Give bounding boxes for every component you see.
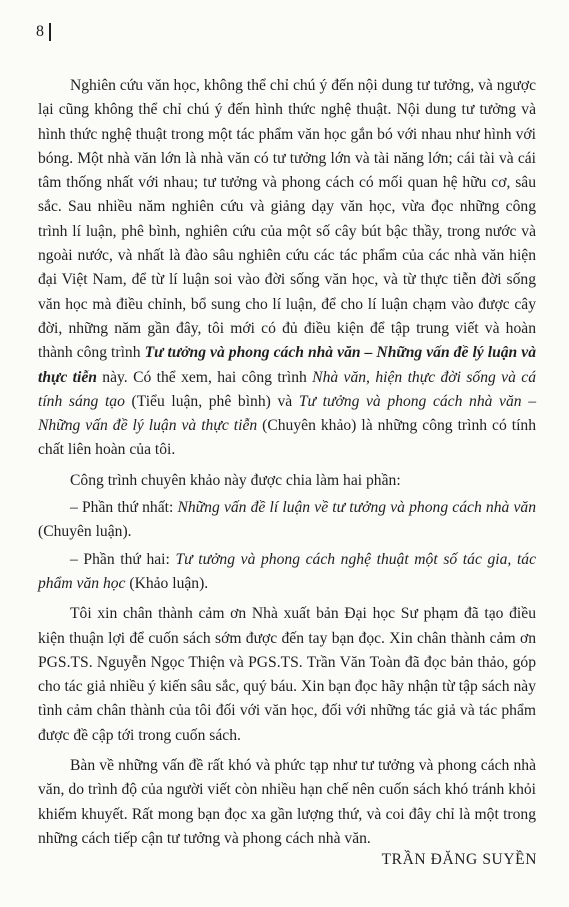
text-run: (Tiểu luận, phê bình) và — [124, 392, 299, 410]
paragraph — [38, 469, 536, 493]
text-run: Tôi xin chân thành cảm ơn Nhà xuất bản Đại học Sư phạm đã tạo điều kiện thuận lợi để cuốn sách sớm được đến tay bạn đọc. Xin chân thành cảm ơn PGS.TS. Nguyễn Ngọc Thiện và PGS.TS. Trần Văn Toàn đã đọc bản thảo, góp cho tác giả nhiều ý kiến sâu sắc, quý báu. Xin bạn đọc hãy nhận từ tập sách này tình cảm chân thành của tôi đối với văn học, đối với những tác giả và tác phẩm được đề cập tới trong cuốn sách. — [38, 605, 536, 744]
text-run: – Phần thứ nhất: — [70, 499, 178, 517]
text-run: Nghiên cứu văn học, không thể chỉ chú ý đến nội dung tư tưởng, và ngược lại cũng không thể chỉ chú ý đến hình thức nghệ thuật. Nội dung tư tưởng và hình thức nghệ thuật trong một tác phẩm văn học gắn bó với nhau như hình với bóng. Một nhà văn lớn là nhà văn có tư tưởng lớn và tài năng lớn; cái tài và cái tâm thống nhất với nhau; tư tưởng và phong cách có mối quan hệ hữu cơ, sâu sắc. Sau nhiều năm nghiên cứu và giảng dạy văn học, vừa đọc những công trình lí luận, phê bình, nghiên cứu của một số cây bút bậc thầy, trong nước và ngoài nước, và nhất là đào sâu nghiên cứu các tác phẩm của các nhà văn hiện đại Việt Nam, để từ lí luận soi vào đời sống văn học, và từ thực tiễn đời sống văn học mà điều chỉnh, bổ sung cho lí luận, để cho lí luận chạm vào được cây đời, những năm gần đây, tôi mới có đủ điều kiện để tập trung viết và hoàn thành công trình — [38, 77, 536, 362]
paragraph — [38, 74, 536, 463]
text-run: (Chuyên khảo) là những công trình có tính chất liên hoàn của tôi. — [38, 417, 537, 459]
author-signature: TRẦN ĐĂNG SUYỀN — [381, 851, 537, 868]
paragraph — [38, 754, 536, 851]
book-title: Nhà văn, hiện thực đời sống và cá tính sáng tạo — [38, 368, 536, 410]
part-title: Những vấn đề lí luận về tư tưởng và phong cách nhà văn — [177, 499, 536, 517]
text-run: (Chuyên luận). — [38, 523, 132, 541]
paragraph — [38, 496, 536, 545]
text-run: (Khảo luận). — [125, 574, 209, 592]
text-run: này. Có thể xem, hai công trình — [96, 368, 313, 386]
page-number — [36, 22, 51, 42]
text-run: Công trình chuyên khảo này được chia làm hai phần: — [70, 471, 401, 489]
body-text — [38, 74, 536, 857]
text-run: – Phần thứ hai: — [70, 550, 176, 568]
part-title: Tư tưởng và phong cách nghệ thuật một số tác gia, tác phẩm văn học — [38, 550, 536, 592]
paragraph — [38, 548, 536, 597]
book-title: Tư tưởng và phong cách nhà văn – Những vấn đề lý luận và thực tiễn — [38, 392, 536, 435]
page-number-divider — [49, 23, 51, 41]
book-title-emphasis: Tư tưởng và phong cách nhà văn – Những vấn đề lý luận và thực tiễn — [38, 344, 536, 386]
paragraph — [38, 602, 536, 748]
text-run: Bàn về những vấn đề rất khó và phức tạp như tư tưởng và phong cách nhà văn, do trình độ của người viết còn nhiều hạn chế nên cuốn sách khó tránh khỏi khiếm khuyết. Rất mong bạn đọc xa gần lượng thứ, và coi đây chỉ là một trong những cách tiếp cận tư tưởng và phong cách nhà văn. — [38, 757, 536, 847]
page-number-text: 8 — [36, 23, 44, 40]
